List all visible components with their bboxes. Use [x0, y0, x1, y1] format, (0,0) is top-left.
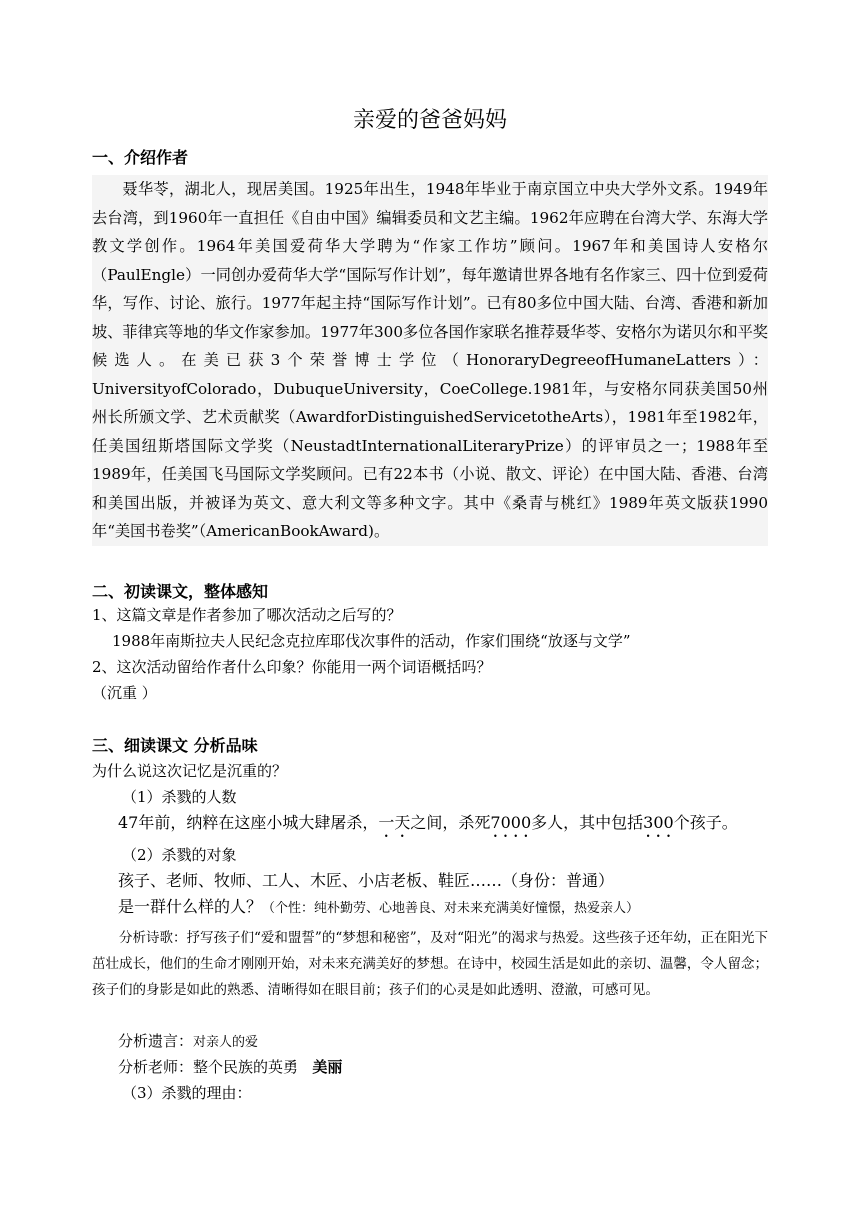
point-2-list: 孩子、老师、牧师、工人、木匠、小店老板、鞋匠……（身份：普通） — [118, 871, 615, 890]
point-3-label: （3）杀戮的理由： — [122, 1084, 252, 1102]
point-2-question-line — [118, 896, 639, 920]
answer-1: 1988年南斯拉夫人民纪念克拉库耶伐次事件的活动，作家们围绕“放逐与文学” — [112, 632, 631, 650]
author-intro-block — [92, 175, 768, 546]
point-2-label: （2）杀戮的对象 — [122, 846, 237, 864]
poem-analysis: 分析诗歌：抒写孩子们“爱和盟誓”的“梦想和秘密”，及对“阳光”的渴求与热爱。这些孩子还年幼，正在阳光下茁壮成长，他们的生命才刚刚开始，对未来充满美好的梦想。在诗中，校园生活是如此的亲切、温馨，令人留念；孩子们的身影是如此的熟悉、清晰得如在眼目前；孩子们的心灵是如此透明、澄澈，可感可见。 — [92, 930, 768, 998]
question-2: 2、这次活动留给作者什么印象？你能用一两个词语概括吗？ — [92, 658, 492, 676]
will-analysis-line — [118, 1030, 258, 1054]
section-heading-author: 一、介绍作者 — [92, 148, 189, 167]
answer-2: （沉重 ） — [92, 684, 157, 702]
section-heading-detailed-reading: 三、细读课文 分析品味 — [92, 736, 258, 755]
teacher-emphasis: 美丽 — [312, 1058, 343, 1076]
emphasis-7000: 7000 — [490, 813, 532, 832]
will-label: 分析遗言： — [118, 1032, 194, 1050]
point-1-label: （1）杀戮的人数 — [122, 788, 237, 806]
question-1: 1、这篇文章是作者参加了哪次活动之后写的？ — [92, 606, 402, 624]
point-1-text-e: 多人，其中包括 — [531, 813, 644, 832]
section-heading-first-reading: 二、初读课文，整体感知 — [92, 582, 269, 601]
point-1-text — [118, 812, 738, 841]
point-1-text-c: 之间，杀死 — [410, 813, 491, 832]
guiding-question: 为什么说这次记忆是沉重的？ — [92, 762, 288, 780]
teacher-analysis-line — [118, 1056, 342, 1078]
author-intro-text: 聂华苓，湖北人，现居美国。1925年出生，1948年毕业于南京国立中央大学外文系。1949年去台湾，到1960年一直担任《自由中国》编辑委员和文艺主编。1962年应聘在台湾大学、东海大学教文学创作。1964年美国爱荷华大学聘为“作家工作坊”顾问。1967年和美国诗人安格尔（PaulEngle）一同创办爱荷华大学“国际写作计划”，每年邀请世界各地有名作家三、四十位到爱荷华，写作、讨论、旅行。1977年起主持“国际写作计划”。已有80多位中国大陆、台湾、香港和新加坡、菲律宾等地的华文作家参加。1977年300多位各国作家联名推荐聂华苓、安格尔为诺贝尔和平奖候选人。在美已获3个荣誉博士学位（HonoraryDegreeofHumaneLatters）：UniversityofColorado，DubuqueUniversity，CoeCollege.1981年，与安格尔同获美国50州州长所颁文学、艺术贡献奖（AwardforDistinguishedServicetotheArts），1981年至1982年，任美国纽斯塔国际文学奖（NeustadtInternationalLiteraryPrize）的评审员之一；1988年至1989年，任美国飞马国际文学奖顾问。已有22本书（小说、散文、评论）在中国大陆、香港、台湾和美国出版，并被译为英文、意大利文等多种文字。其中《桑青与桃红》1989年英文版获1990年“美国书卷奖”（AmericanBookAward)。 — [92, 180, 768, 540]
point-1-text-g: 个孩子。 — [673, 813, 738, 832]
emphasis-300: 300 — [643, 813, 674, 832]
emphasis-one-day: 一天 — [378, 813, 411, 832]
teacher-label: 分析老师：整个民族的英勇 — [118, 1058, 299, 1076]
point-1-text-a: 47年前，纳粹在这座小城大肆屠杀， — [118, 813, 379, 832]
point-2-question: 是一群什么样的人？ — [118, 897, 263, 916]
point-2-answer: （个性：纯朴勤劳、心地善良、对未来充满美好憧憬，热爱亲人） — [262, 901, 640, 916]
will-text: 对亲人的爱 — [193, 1035, 259, 1050]
page-title: 亲爱的爸爸妈妈 — [352, 108, 507, 133]
